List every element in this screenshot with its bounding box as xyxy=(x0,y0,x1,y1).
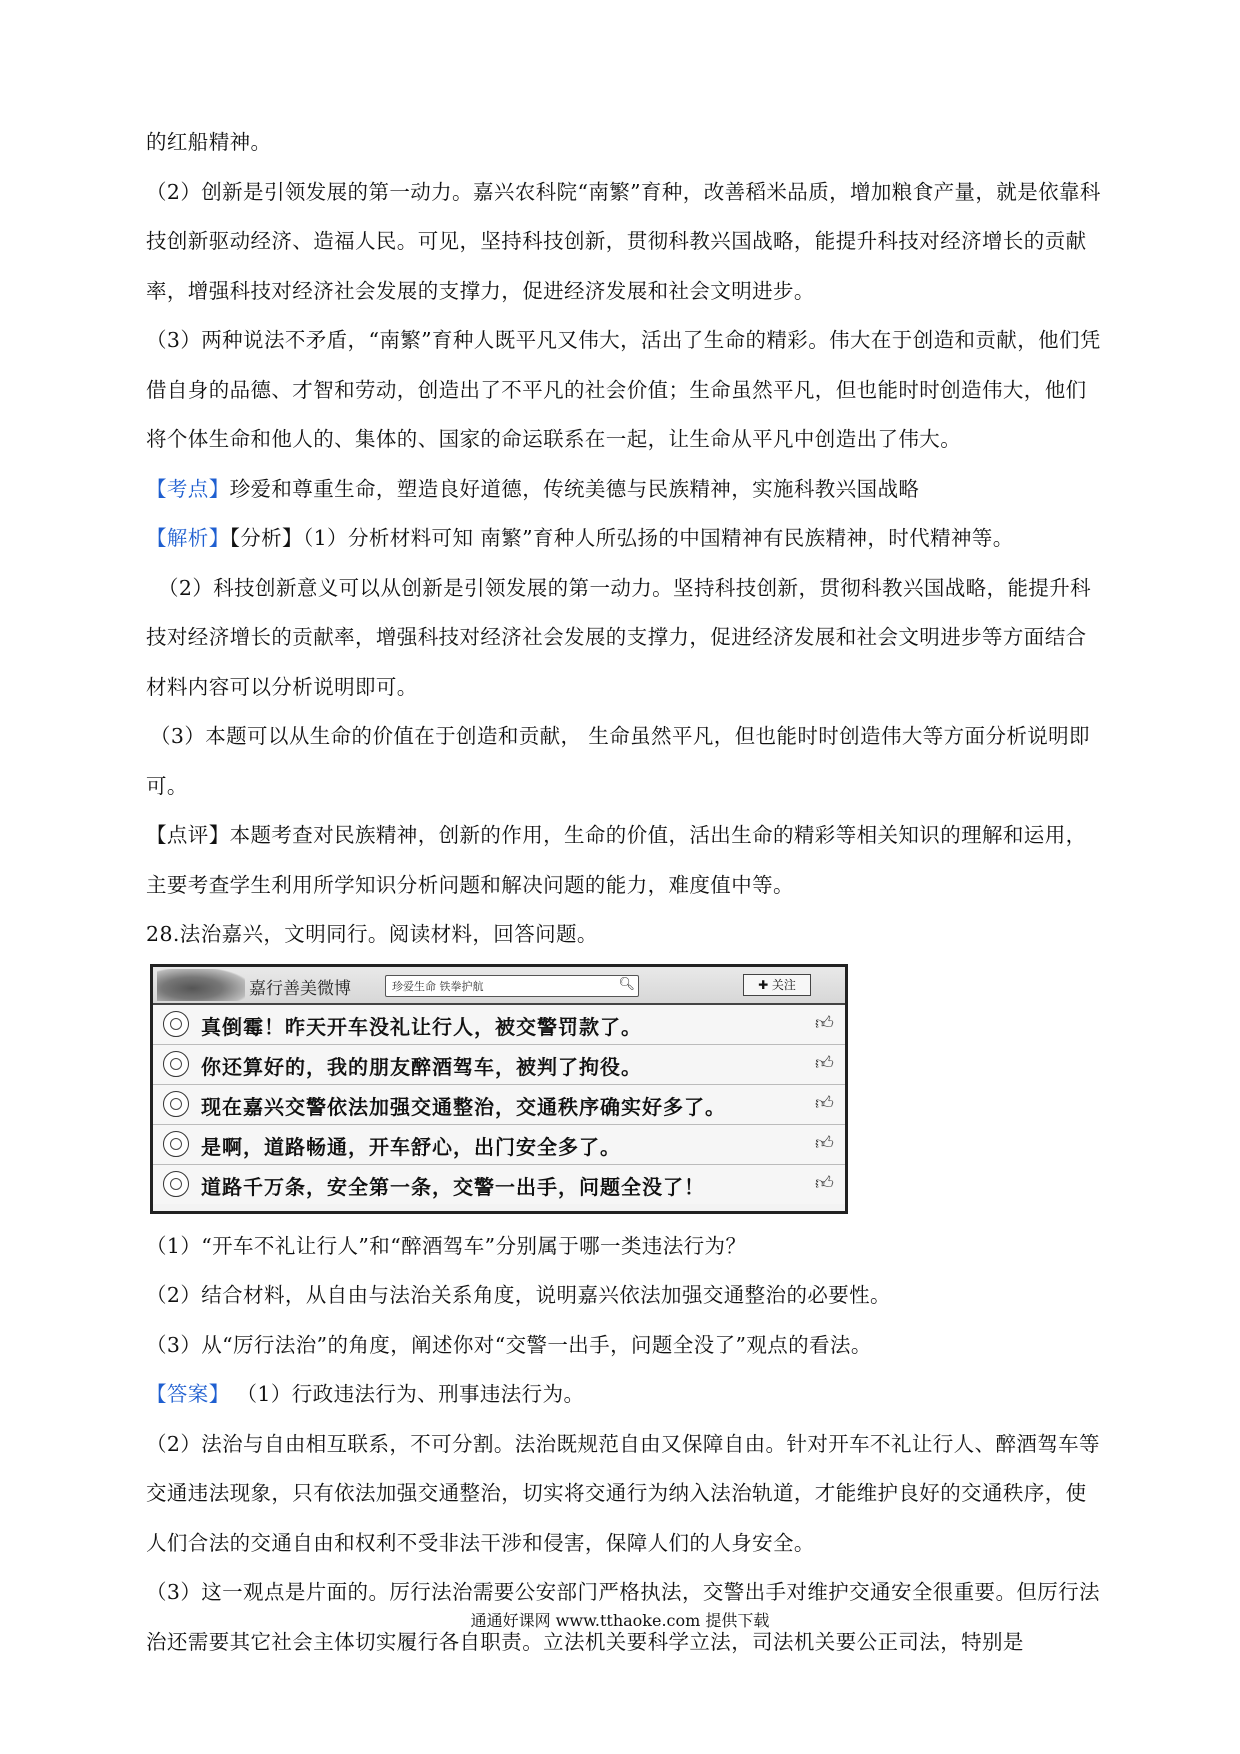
paragraph-continuation: 的红船精神。 xyxy=(146,130,272,154)
thumbs-up-icon: 👍︎ xyxy=(815,1012,834,1034)
dianping-text: 本题考查对民族精神，创新的作用，生命的价值，活出生命的精彩等相关知识的理解和运用，主要考查学生利用所学知识分析问题和解决问题的能力，难度值中等。 xyxy=(146,823,1087,897)
weibo-post xyxy=(153,1165,845,1204)
document-content xyxy=(146,118,1104,1667)
weibo-figure xyxy=(150,964,848,1214)
question-28-1: （1）“开车不礼让行人”和“醉酒驾车”分别属于哪一类违法行为？ xyxy=(146,1233,747,1258)
avatar xyxy=(163,1171,189,1197)
question-28-2: （2）结合材料，从自由与法治关系角度，说明嘉兴依法加强交通整治的必要性。 xyxy=(146,1283,891,1307)
dianping-tag: 【点评】 xyxy=(146,823,230,847)
jiexi-line xyxy=(146,514,1104,564)
weibo-post-text: 你还算好的，我的朋友醉酒驾车，被判了拘役。 xyxy=(201,1054,642,1079)
avatar xyxy=(163,1051,189,1077)
thumbs-up-icon: 👍︎ xyxy=(815,1052,834,1074)
kaodian-text: 珍爱和尊重生命，塑造良好道德，传统美德与民族精神，实施科教兴国战略 xyxy=(229,476,920,501)
weibo-post xyxy=(153,1045,845,1085)
weibo-post xyxy=(153,1005,845,1045)
thumbs-up-icon: 👍︎ xyxy=(815,1132,834,1154)
weibo-post-text: 道路千万条，安全第一条，交警一出手，问题全没了！ xyxy=(201,1174,705,1199)
weibo-post-text: 是啊，道路畅通，开车舒心，出门安全多了。 xyxy=(201,1134,621,1159)
fenxi-tag: 【分析】 xyxy=(229,526,303,550)
answer-tag: 【答案】 xyxy=(146,1382,230,1406)
thumbs-up-icon: 👍︎ xyxy=(815,1092,834,1114)
answer-line xyxy=(146,1370,1104,1420)
weibo-follow-button: ✚ 关注 xyxy=(743,974,811,996)
weibo-logo xyxy=(157,969,245,1001)
weibo-name: 嘉行善美微博 xyxy=(249,978,351,999)
kaodian-line xyxy=(146,465,1104,515)
jiexi-part-1: （1）分析材料可知 南繁”育种人所弘扬的中国精神有民族精神，时代精神等。 xyxy=(302,526,1014,550)
answer-part-2: （2）创新是引领发展的第一动力。嘉兴农科院“南繁”育种，改善稻米品质，增加粮食产量，就是依靠科技创新驱动经济、造福人民。可见，坚持科技创新，贯彻科教兴国战略，能提升科技对经济增长的贡献率，增强科技对经济社会发展的支撑力，促进经济发展和社会文明进步。 xyxy=(146,179,1101,303)
jiexi-part-3: （3）本题可以从生命的价值在于创造和贡献， 生命虽然平凡，但也能时时创造伟大等方面分析说明即可。 xyxy=(146,724,1090,798)
weibo-post-text: 现在嘉兴交警依法加强交通整治，交通秩序确实好多了。 xyxy=(201,1094,726,1119)
jiexi-tag: 【解析】 xyxy=(146,526,230,550)
weibo-search-text: 珍爱生命 铁拳护航 xyxy=(392,979,484,993)
page-footer: 通通好课网 www.tthaoke.com 提供下载 xyxy=(470,1611,770,1630)
weibo-post xyxy=(153,1125,845,1165)
question-28-title: 28.法治嘉兴，文明同行。阅读材料，回答问题。 xyxy=(146,922,598,946)
kaodian-tag: 【考点】 xyxy=(146,476,230,501)
weibo-header xyxy=(153,967,845,1005)
jiexi-part-2: （2）科技创新意义可以从创新是引领发展的第一动力。坚持科技创新，贯彻科教兴国战略，能提升科技对经济增长的贡献率，增强科技对经济社会发展的支撑力，促进经济发展和社会文明进步等方面结合材料内容可以分析说明即可。 xyxy=(146,575,1092,699)
answer-28-part-3: （3）这一观点是片面的。厉行法治需要公安部门严格执法，交警出手对维护交通安全很重要。但厉行法治还需要其它社会主体切实履行各自职责。立法机关要科学立法，司法机关要公正司法，特别是 xyxy=(146,1580,1100,1654)
avatar xyxy=(163,1011,189,1037)
answer-28-part-2: （2）法治与自由相互联系，不可分割。法治既规范自由又保障自由。针对开车不礼让行人、醉酒驾车等交通违法现象，只有依法加强交通整治，切实将交通行为纳入法治轨道，才能维护良好的交通秩序，使人们合法的交通自由和权利不受非法干涉和侵害，保障人们的人身安全。 xyxy=(146,1431,1100,1555)
answer-part-3: （3）两种说法不矛盾，“南繁”育种人既平凡又伟大，活出了生命的精彩。伟大在于创造和贡献，他们凭借自身的品德、才智和劳动，创造出了不平凡的社会价值；生命虽然平凡，但也能时时创造伟大，他们将个体生命和他人的、集体的、国家的命运联系在一起，让生命从平凡中创造出了伟大。 xyxy=(146,328,1101,451)
weibo-search-box xyxy=(385,975,639,997)
thumbs-up-icon: 👍︎ xyxy=(815,1172,834,1194)
weibo-post-text: 真倒霉！昨天开车没礼让行人，被交警罚款了。 xyxy=(201,1014,642,1039)
weibo-posts xyxy=(153,1005,845,1204)
search-icon: 🔍︎ xyxy=(618,976,635,992)
avatar xyxy=(163,1131,189,1157)
avatar xyxy=(163,1091,189,1117)
weibo-post xyxy=(153,1085,845,1125)
dianping-line xyxy=(146,811,1104,910)
answer-part-1: （1）行政违法行为、刑事违法行为。 xyxy=(229,1382,585,1406)
question-28-3: （3）从“厉行法治”的角度，阐述你对“交警一出手，问题全没了”观点的看法。 xyxy=(146,1332,872,1357)
